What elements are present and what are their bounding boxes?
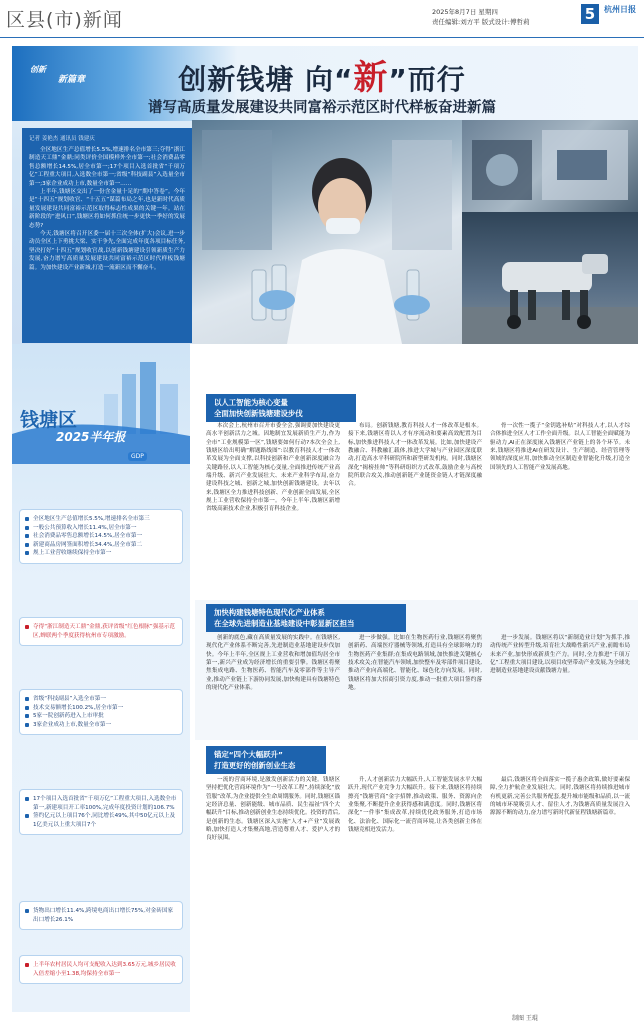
intro-box	[22, 128, 192, 343]
stat-box-tech	[20, 690, 182, 734]
heading-line2: 在全球先进制造业基地建设中彰显新区担当	[214, 619, 355, 628]
robot-dog-illustration	[462, 212, 638, 344]
footer-credit: 制图 王琨	[512, 1015, 538, 1022]
gdp-tag: GDP	[128, 452, 147, 461]
intro-byline: 记者 姜艳杰 通讯员 钱建庆	[29, 136, 95, 142]
stat-box-trade	[20, 902, 182, 929]
article-1-col-3	[490, 422, 630, 594]
intro-paragraph: 全区地区生产总值增长5.5%,增速排名全市第三;夺得“浙江制造天工鼎”金鼎;同类评价全国模样外全市第一;社会消费品零售总额增长14.5%,居全市第一;17个项目入选首批省“千项万亿”工程重大项目,入选数全市第一;省级“科技副县”入选量全市第一;3家企业成功上市,数量全市第一……	[29, 147, 185, 187]
stat-line: 上半年农村居民人均可支配收入达到3.65万元,城乡居民收入倍差缩小至1.38,均保持全市第一	[25, 961, 177, 978]
article-2-heading	[206, 604, 406, 632]
article-1-col-1	[206, 422, 340, 594]
scientist-illustration	[192, 120, 462, 344]
title-highlight: 新	[353, 58, 389, 98]
article-1-col-2	[348, 422, 482, 594]
skyline-icon	[12, 344, 190, 464]
article-text: 布局。创新钱塘,教育科技人才一体改革是根本。接下来,钱塘区将以人才有序流动和要素高效配置为目标,加快推进科技人才一体改革发展。比如,加快建设产教融合、科教融汇载体,推进大学城与产业园区深度联动,打造高水平科研院所和新型研发机构。同时,钱塘区深化“揭榜挂帅”等科研组织方式改革,鼓励企业与高校院所联合攻关,推动创新链产业链资金链人才链深度融合。	[348, 423, 482, 488]
stat-line: 技术交易额增长100.2%,居全市第一	[25, 704, 177, 713]
lab-equipment-illustration	[462, 120, 638, 212]
article-text: 最后,钱塘区将全面落实一揽子惠企政策,做好要素保障,全力护航企业发展壮大。同时,钱塘区将持续推进城市有机更新,完善公共服务配套,提升城市能级和品质,以一流的城市环境吸引人才、留住人才,为钱塘高质量发展注入源源不断的动力,奋力谱写新时代新征程钱塘新篇章。	[490, 777, 630, 817]
article-text: 进一步做强。比如在生物医药行业,钱塘区将聚焦创新药、高端医疗器械等领域,打造具有全球影响力的生物医药产业集群;在集成电路领域,加快推进关键核心技术攻关;在智能汽车领域,加快整车及零部件项目建设,推动产业向高端化、智能化、绿色化方向发展。同时,钱塘区将加大招商引资力度,推动一批重大项目签约落地。	[348, 635, 482, 692]
stat-box-economy	[20, 510, 182, 563]
stat-line: 17个项目入选首批省“千项万亿”工程重大项目,入选数全市第一,新建项目开工率100%,完成年度投资计划的106.7%	[25, 795, 177, 812]
stat-line: 5家一院创新药进入上市审批	[25, 712, 177, 721]
article-text: 创新的底色,藏在高质量发展的实践中。在钱塘区,现代化产业体系不断完善,先进制造业基地建设步伐加快。今年上半年,全区规上工业营收和增加值均居全市第一,新兴产业成为经济增长的重要引擎。钱塘区将聚焦集成电路、生物医药、智能汽车及零部件等主导产业,推动产业链上下游协同发展,加快构建具有钱塘特色的现代化产业体系。	[206, 635, 340, 692]
heading-line2: 全面加快创新钱塘建设步伐	[214, 409, 303, 418]
intro-paragraph: 上半年,钱塘区交出了一份含金量十足的“期中答卷”。今年是“十四五”规划收官、“十五五”谋篇布局之年,也是新时代高质量发展建设共同富裕示范区取得标志性成果的关键一年。站在新阶段的“进风口”,钱塘区将如何抓住统一步更快一季好的发展态势?	[29, 189, 185, 229]
stat-box-projects	[20, 790, 182, 834]
date-line	[432, 7, 582, 27]
hero-logo-line1: 创新	[30, 65, 46, 74]
subtitle: 谱写高质量发展建设共同富裕示范区时代样板奋进新篇	[148, 100, 496, 116]
infographic-year: 2025半年报	[56, 430, 126, 444]
article-1-heading	[206, 394, 356, 422]
title-post: ”而行	[388, 63, 466, 96]
editors-text: 责任编辑:刘方平 版式设计:傅哲莉	[432, 18, 530, 26]
article-3-col-1	[206, 776, 340, 1008]
article-text: 升,人才创新活力大幅跃升,人工智能发展水平大幅跃升,现代产业竞争力大幅跃升。接下来,钱塘区将持续擦亮“钱塘营商”金字招牌,推动政策、服务、资源向企业集聚,不断提升企业获得感和满意度。同时,钱塘区将深化“一件事”集成改革,持续优化政务服务,打造市场化、法治化、国际化一流营商环境,让各类创新主体在钱塘竞相迸发活力。	[348, 777, 482, 834]
stat-box-awards	[20, 618, 182, 645]
stat-line: 规上工业营收继续保持全市第一	[25, 549, 177, 558]
stat-line: 一般公共预算收入增长11.4%,居全市第一	[25, 524, 177, 533]
date-text: 2025年8月7日 星期四	[432, 8, 498, 16]
heading-line2: 打造更好的创新创业生态	[214, 761, 296, 770]
stat-line: 签约亿元以上项目76个,同比增长49%,其中50亿元以上及1亿美元以上重大项目7个	[25, 812, 177, 829]
intro-paragraph: 今天,钱塘区将召开区委一届十三次全体(扩大)会议,进一步动员全区上下勇挑大梁、实干争先,全面完成年度各项目标任务,坚决打好“十四五”规划收官战,以创新钱塘建设引领新质生产力发展,奋力谱写高质量发展建设共同富裕示范区时代样板钱塘篇。为加快建设产业新城,打造一流新区而不懈奋斗。	[29, 231, 185, 271]
main-title	[0, 50, 644, 99]
stat-line: 社会消费品零售总额增长14.5%,居全市第一	[25, 532, 177, 541]
article-2-col-1	[206, 634, 340, 734]
title-pre: 创新钱塘 向“	[178, 63, 354, 96]
stat-line: 省级“科技副县”入选全市第一	[25, 695, 177, 704]
infographic-title: 钱塘区	[20, 409, 78, 431]
article-3-col-2	[348, 776, 482, 1008]
page-number: 5	[581, 4, 599, 24]
article-text: 本次会上,杭州市召开市委全会,强调要加快建设更高水平创新活力之城。因地制宜发展新质生产力,作为全市“工业规模第一区”,钱塘要如何行动?本次全会上,钱塘区给出明确“解题路线图”:以教育科技人才一体改革发展为全面支撑,以科技创新和产业创新深度融合为关键路径,以人工智能为核心变量,全面推进传统产业高端升级、新兴产业发展壮大、未来产业科学布局,奋力建设科技之城、创新之城,加快创新钱塘建设。去年以来,钱塘区全力推进科技创新、产业创新全面发展,全区规上工业营收保持全市第一。今年上半年,钱塘区新增省级高新技术企业,积极引育科技企业。	[206, 423, 340, 513]
stat-line: 新建商品房网签面积增长34.4%,居全市第二	[25, 541, 177, 550]
article-text: 骨一次性一揽子“金钥匙补贴”对科技人才,以人才综合体推进全区人才工作全面升级。以人工智能全面赋能为驱动力,AI正在深度嵌入钱塘区产业链上的各个环节。未来,钱塘区将推进AI在研发设计、生产制造、经营管理等领域的深度应用,加快推动全区制造业智能化升级,打造全国领先的人工智能产业发展高地。	[490, 423, 630, 471]
photo-lab-equipment	[462, 120, 638, 212]
article-text: 进一步发展。钱塘区将以“新制造业计划”为抓手,推动传统产业转型升级,培育壮大战略性新兴产业,前瞻布局未来产业,加快形成新质生产力。同时,全力推进“千项万亿”工程重大项目建设,以项目攻坚带动产业发展,为全球先进制造业基地建设贡献钱塘力量。	[490, 635, 630, 675]
article-3-heading	[206, 746, 326, 774]
photo-scientist	[192, 120, 462, 344]
photo-robot-dog	[462, 212, 638, 344]
section-title: 区县(市)新闻	[6, 9, 123, 31]
stat-line: 货物出口增长11.4%,跨境电商出口增长75%,对金砖国家出口增长26.1%	[25, 907, 177, 924]
paper-name: 杭州日报	[604, 5, 636, 14]
article-3-col-3	[490, 776, 630, 1008]
stat-box-income	[20, 956, 182, 983]
heading-line1: 以人工智能为核心变量	[214, 398, 288, 407]
article-2-col-3	[490, 634, 630, 734]
heading-line1: 锚定“四个大幅跃升”	[214, 750, 283, 759]
heading-line1: 加快构建钱塘特色现代化产业体系	[214, 608, 325, 617]
stat-line: 夺得“浙江制造天工鼎”金鼎,获评省级“红色根脉”强基示范区,蝉联两个季度获得杭州市专项激励。	[25, 623, 177, 640]
stat-line: 全区地区生产总值增长5.5%,增速排名全市第三	[25, 515, 177, 524]
article-text: 一流的营商环境,是激发创新活力的关键。钱塘区坚持把优化营商环境作为“一号改革工程”,持续深化“放管服”改革,为企业提供全生命周期服务。同时,钱塘区锚定经济总量、创新能级、城市品质、民生福祉“四个大幅跃升”目标,推动创新创业生态持续优化。投资的背后,是创新的生态。钱塘区深入实施“人才+产业”发展战略,加快打造人才集聚高地,营造尊重人才、爱护人才的良好氛围。	[206, 777, 340, 842]
stat-line: 3家企业成功上市,数量全市第一	[25, 721, 177, 730]
article-2-col-2	[348, 634, 482, 734]
hero-logo-line2: 新篇章	[58, 75, 86, 85]
